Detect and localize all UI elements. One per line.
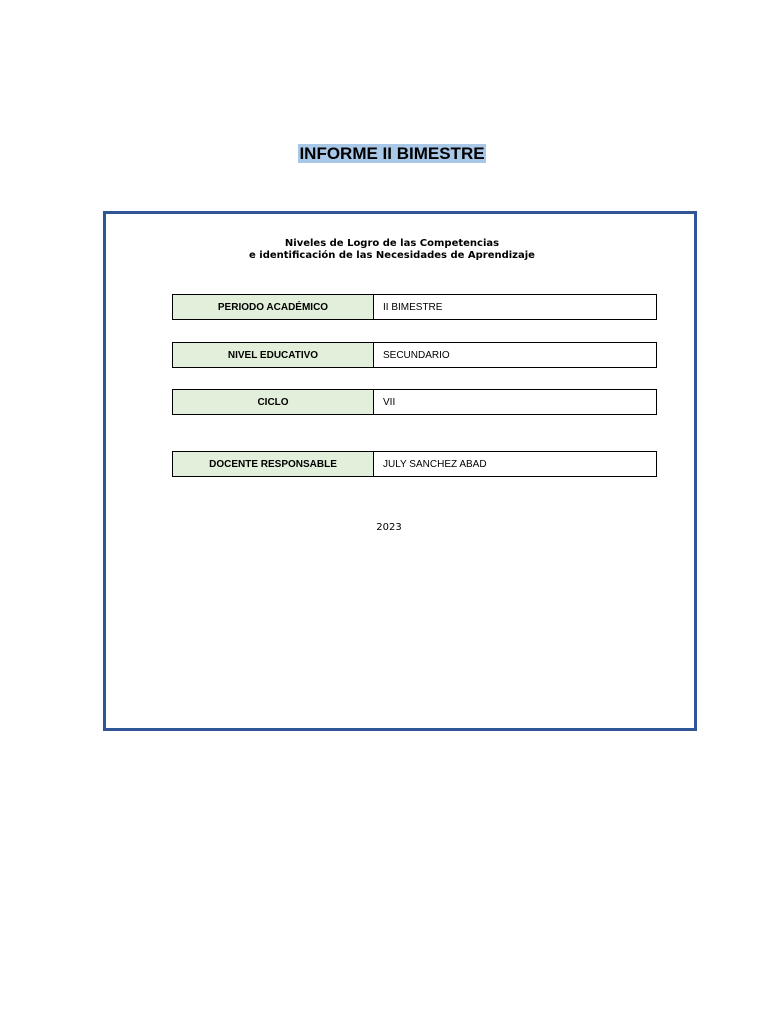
- cover-frame: [103, 211, 697, 731]
- info-row-ciclo: [172, 389, 657, 415]
- document-subtitle: [106, 238, 678, 262]
- subtitle-line-1: Niveles de Logro de las Competencias: [284, 238, 500, 249]
- document-title-text: INFORME II BIMESTRE: [299, 144, 485, 163]
- info-row-nivel: [172, 342, 657, 368]
- info-value-nivel: SECUNDARIO: [383, 349, 450, 361]
- info-row-periodo: [172, 294, 657, 320]
- info-row-docente: [172, 451, 657, 477]
- info-value-periodo: II BIMESTRE: [383, 301, 443, 313]
- subtitle-line-2: e identificación de las Necesidades de Aprendizaje: [249, 250, 535, 261]
- info-label-nivel: NIVEL EDUCATIVO: [173, 343, 374, 367]
- document-year: 2023: [376, 522, 402, 533]
- document-title: [0, 143, 768, 165]
- info-value-docente: JULY SANCHEZ ABAD: [383, 458, 487, 470]
- info-label-ciclo: CICLO: [173, 390, 374, 414]
- info-label-docente: DOCENTE RESPONSABLE: [173, 452, 374, 476]
- info-value-ciclo: VII: [383, 396, 396, 408]
- info-label-periodo: PERIODO ACADÉMICO: [173, 295, 374, 319]
